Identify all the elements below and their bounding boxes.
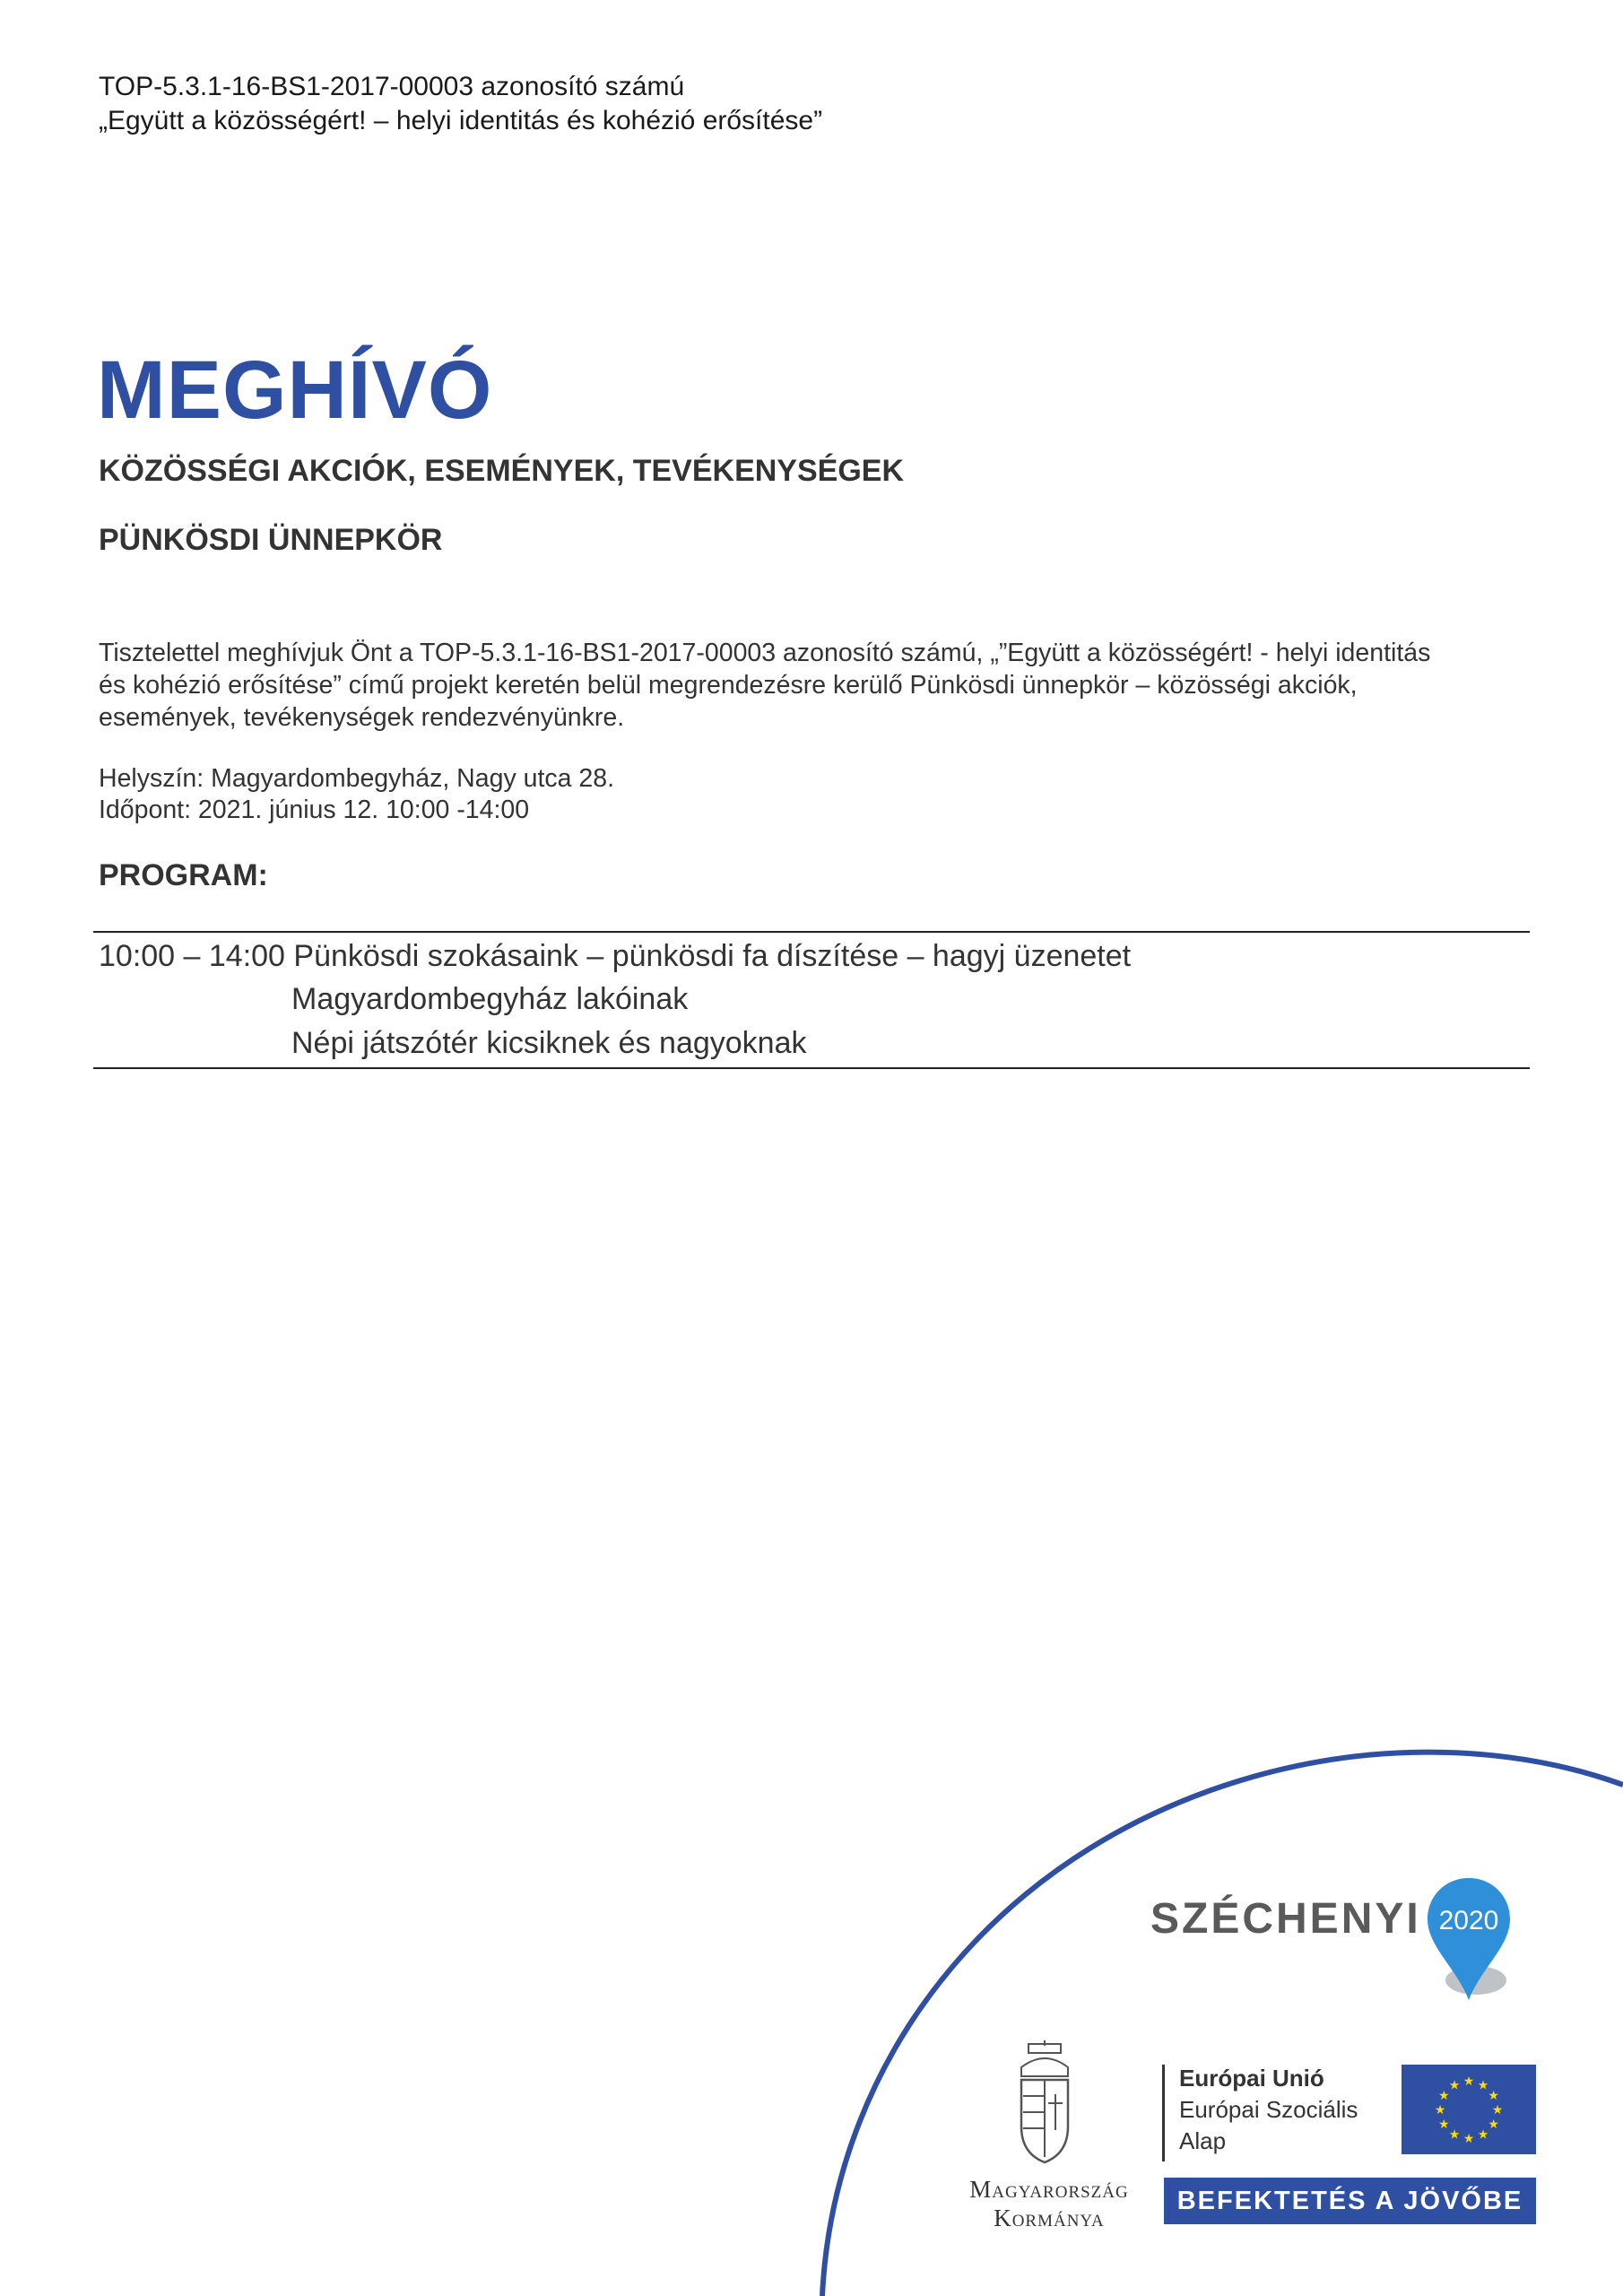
befektetes-banner: BEFEKTETÉS A JÖVŐBE <box>1164 2178 1536 2224</box>
eu-divider <box>1162 2065 1165 2161</box>
eu-star-icon: ★ <box>1434 2102 1446 2117</box>
program-item: 10:00 – 14:00 Pünkösdi szokásaink – pünkösdi fa díszítése – hagyj üzenetet <box>99 939 1132 973</box>
eu-star-icon: ★ <box>1448 2126 1461 2142</box>
paragraph-line: és kohézió erősítése” című projekt keretén belül megrendezésre kerülő Pünkösdi ünnepkör – közösségi akciók, <box>99 671 1358 700</box>
eu-star-icon: ★ <box>1438 2088 1450 2102</box>
szechenyi-pin-icon <box>1424 1874 1514 2005</box>
project-id-line: TOP-5.3.1-16-BS1-2017-00003 azonosító számú <box>99 72 685 101</box>
gov-line1: Magyarország <box>969 2176 1129 2203</box>
eu-star-icon: ★ <box>1477 2126 1489 2142</box>
project-title-line: „Együtt a közösségért! – helyi identitás és kohézió erősítése” <box>99 106 823 135</box>
eu-star-icon: ★ <box>1488 2117 1499 2131</box>
paragraph-line: események, tevékenységek rendezvényünkre. <box>99 703 625 732</box>
eu-star-icon: ★ <box>1462 2074 1475 2088</box>
eu-line2: Európai Szociális <box>1179 2096 1358 2123</box>
szechenyi-logo-text: SZÉCHENYI <box>1150 1895 1421 1943</box>
time-text: Időpont: 2021. június 12. 10:00 -14:00 <box>99 796 530 824</box>
eu-flag-icon <box>1402 2065 1536 2154</box>
page-title: MEGHÍVÓ <box>97 344 493 436</box>
eu-line1: Európai Unió <box>1179 2065 1324 2092</box>
location-text: Helyszín: Magyardombegyház, Nagy utca 28. <box>99 764 615 793</box>
subtitle-activities: KÖZÖSSÉGI AKCIÓK, ESEMÉNYEK, TEVÉKENYSÉGEK <box>99 454 905 488</box>
eu-star-icon: ★ <box>1448 2077 1461 2092</box>
government-logo-text <box>950 2175 1148 2232</box>
paragraph-line: Tisztelettel meghívjuk Önt a TOP-5.3.1-16-BS1-2017-00003 azonosító számú, „”Együtt a közösségért! - helyi identitás <box>99 639 1431 667</box>
eu-star-icon: ★ <box>1488 2088 1499 2102</box>
eu-star-icon: ★ <box>1438 2117 1450 2131</box>
eu-line3: Alap <box>1179 2127 1227 2154</box>
eu-star-icon: ★ <box>1462 2131 1475 2145</box>
eu-star-icon: ★ <box>1477 2077 1489 2092</box>
program-item-detail: Népi játszótér kicsiknek és nagyoknak <box>291 1026 807 1060</box>
coat-of-arms-icon <box>1009 2040 1081 2166</box>
program-item-detail: Magyardombegyház lakóinak <box>291 982 689 1016</box>
subtitle-event: PÜNKÖSDI ÜNNEPKÖR <box>99 523 443 557</box>
program-heading: PROGRAM: <box>99 858 268 892</box>
eu-logo-text <box>1179 2063 1358 2157</box>
eu-star-icon: ★ <box>1491 2102 1504 2117</box>
szechenyi-year: 2020 <box>1438 1906 1499 1935</box>
gov-line2: Kormánya <box>994 2205 1105 2231</box>
